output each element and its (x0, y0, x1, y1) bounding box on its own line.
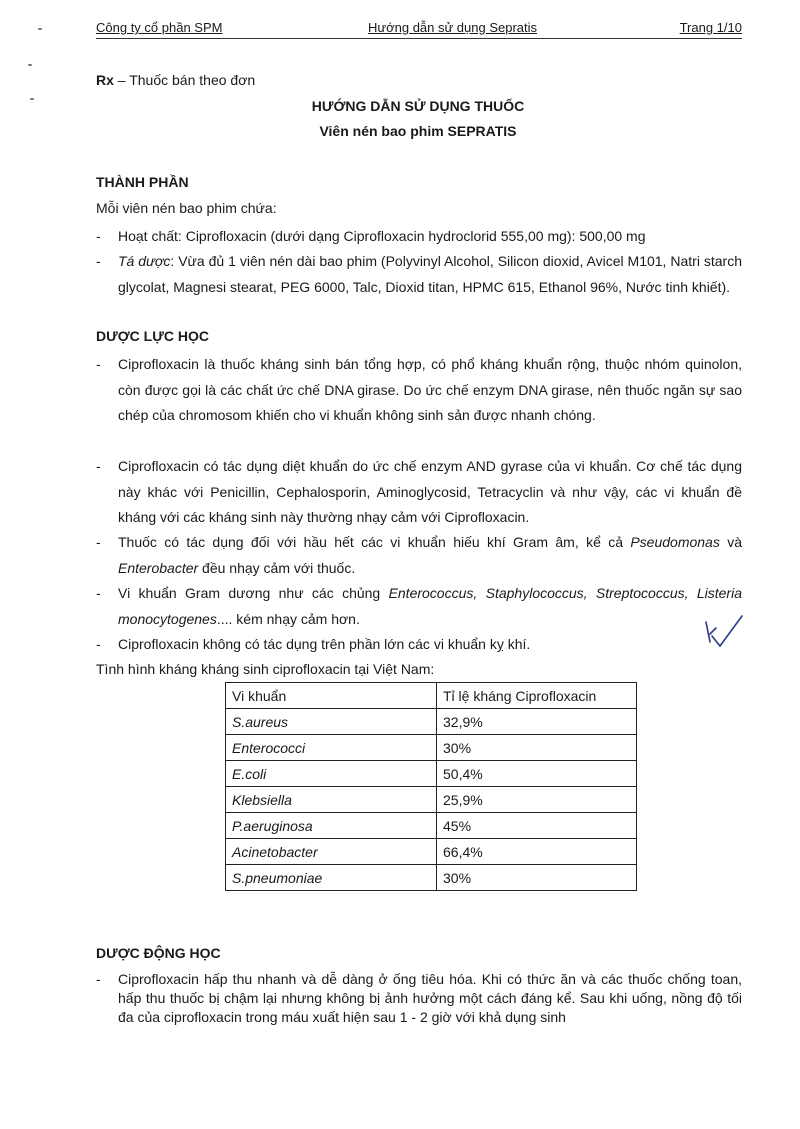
bullet-dash: - (96, 585, 101, 601)
resistance-rate-cell: 50,4% (437, 761, 637, 787)
composition-excipient (96, 249, 742, 300)
section-heading-duoc-dong-hoc: DƯỢC ĐỘNG HỌC (96, 945, 221, 961)
excipient-text: : Vừa đủ 1 viên nén dài bao phim (Polyvinyl Alcohol, Silicon dioxid, Avicel M101, Natri starch glycolat, Magnesi stearat, PEG 6000, Talc, Dioxid titan, HPMC 615, Ethanol 96%, Nước tinh khiết). (118, 253, 742, 295)
table-row (226, 787, 637, 813)
resistance-table (225, 682, 637, 891)
text-run: và (719, 534, 742, 550)
bullet-dash: - (96, 458, 101, 474)
bacteria-name: S.aureus (232, 713, 289, 730)
bullet-text: Ciprofloxacin có tác dụng diệt khuẩn do ức chế enzym AND gyrase của vi khuẩn. Cơ chế tác dụng này khác với Penicillin, Cephalosporin, Aminoglycosid, Tetracyclin và như vậy, các vi khuẩn đề kháng với các kháng sinh này thường nhạy cảm với Ciprofloxacin. (118, 458, 742, 525)
scan-speck (38, 28, 42, 30)
resistance-rate-cell: 45% (437, 813, 637, 839)
header-company: Công ty cổ phần SPM (96, 20, 223, 35)
pharmacodynamics-bullet-4 (96, 581, 742, 632)
rx-text: – Thuốc bán theo đơn (113, 72, 256, 88)
rx-label: Rx (96, 72, 114, 88)
bullet-dash: - (96, 971, 101, 987)
text-run: .... kém nhạy cảm hơn. (216, 610, 360, 627)
bullet-dash: - (96, 228, 101, 244)
table-header-row (226, 683, 637, 709)
table-row (226, 709, 637, 735)
header-doc-title: Hướng dẫn sử dụng Sepratis (368, 20, 538, 35)
bacteria-name-cell (226, 735, 437, 761)
bacteria-name: Enterococci (232, 739, 306, 756)
pharmacodynamics-bullet-3 (96, 530, 742, 581)
bacteria-name-cell (226, 813, 437, 839)
page-header (96, 18, 742, 39)
bacteria-name: Klebsiella (232, 791, 292, 808)
bacteria-name-cell (226, 761, 437, 787)
bullet-text (118, 249, 742, 300)
bacteria-name-cell (226, 865, 437, 891)
section-heading-thanh-phan: THÀNH PHẦN (96, 174, 189, 190)
table-header-cell: Vi khuẩn (226, 683, 437, 709)
scan-speck (28, 64, 32, 66)
resistance-rate-cell: 25,9% (437, 787, 637, 813)
pharmacodynamics-bullet-1 (96, 352, 742, 429)
excipient-label: Tá dược (118, 253, 171, 269)
document-title: HƯỚNG DẪN SỬ DỤNG THUỐC (311, 98, 525, 114)
bullet-text: Ciprofloxacin không có tác dụng trên phần lớn các vi khuẩn kỵ khí. (118, 636, 531, 652)
rx-line (96, 72, 255, 88)
text-run: đều nhạy cảm với thuốc. (198, 559, 356, 576)
resistance-intro: Tình hình kháng kháng sinh ciprofloxacin tại Việt Nam: (96, 661, 435, 677)
table-row (226, 761, 637, 787)
bullet-dash: - (96, 534, 101, 550)
bacteria-name-cell (226, 787, 437, 813)
bullet-text: Ciprofloxacin hấp thu nhanh và dễ dàng ở ống tiêu hóa. Khi có thức ăn và các thuốc chống toan, hấp thu thuốc bị chậm lại nhưng không bị ảnh hưởng một cách đáng kể. Sau khi uống, nồng độ tối đa của ciprofloxacin trong máu xuất hiện sau 1 - 2 giờ với khả dụng sinh (118, 971, 742, 1025)
bullet-text: Hoạt chất: Ciprofloxacin (dưới dạng Ciprofloxacin hydroclorid 555,00 mg): 500,00 mg (118, 228, 646, 244)
resistance-rate-cell: 30% (437, 735, 637, 761)
section-heading-duoc-luc-hoc: DƯỢC LỰC HỌC (96, 328, 209, 344)
handwritten-check-mark (700, 612, 760, 652)
bullet-dash: - (96, 636, 101, 652)
table-header-cell: Tỉ lệ kháng Ciprofloxacin (437, 683, 637, 709)
bullet-dash: - (96, 356, 101, 372)
table-row (226, 813, 637, 839)
bacteria-name: P.aeruginosa (232, 817, 313, 834)
text-run: Vi khuẩn Gram dương như các chủng (118, 585, 389, 601)
resistance-rate-cell: 66,4% (437, 839, 637, 865)
bacteria-name: E.coli (232, 765, 267, 782)
bacteria-name: Acinetobacter (232, 843, 318, 860)
bullet-text (118, 581, 742, 632)
organism-name: Enterobacter (118, 559, 199, 576)
bacteria-name-cell (226, 709, 437, 735)
bullet-text (118, 530, 742, 581)
composition-active (96, 224, 742, 250)
pharmacodynamics-bullet-5 (96, 632, 742, 658)
text-run: Thuốc có tác dụng đối với hầu hết các vi khuẩn hiếu khí Gram âm, kể cả (118, 534, 631, 550)
bullet-dash: - (96, 253, 101, 269)
bacteria-name-cell (226, 839, 437, 865)
header-page-number: Trang 1/10 (679, 20, 742, 35)
table-row (226, 865, 637, 891)
bacteria-name: S.pneumoniae (232, 869, 323, 886)
resistance-rate-cell: 30% (437, 865, 637, 891)
pharmacodynamics-bullet-2 (96, 454, 742, 531)
document-subtitle: Viên nén bao phim SEPRATIS (319, 123, 517, 139)
organism-name: Pseudomonas (630, 534, 720, 550)
organism-names: Enterococcus, Staphylococcus, Streptococcus, Listeria monocytogenes (118, 585, 742, 627)
resistance-rate-cell: 32,9% (437, 709, 637, 735)
composition-intro: Mỗi viên nén bao phim chứa: (96, 200, 277, 216)
table-row (226, 839, 637, 865)
bullet-text: Ciprofloxacin là thuốc kháng sinh bán tổng hợp, có phổ kháng khuẩn rộng, thuộc nhóm quinolon, còn được gọi là các chất ức chế DNA girase. Do ức chế enzym DNA girase, nên thuốc ngăn sự sao chép của chromosom khiến cho vi khuẩn không sinh sản được nhanh chóng. (118, 356, 742, 423)
pharmacokinetics-bullet-1 (96, 970, 742, 1027)
table-row (226, 735, 637, 761)
